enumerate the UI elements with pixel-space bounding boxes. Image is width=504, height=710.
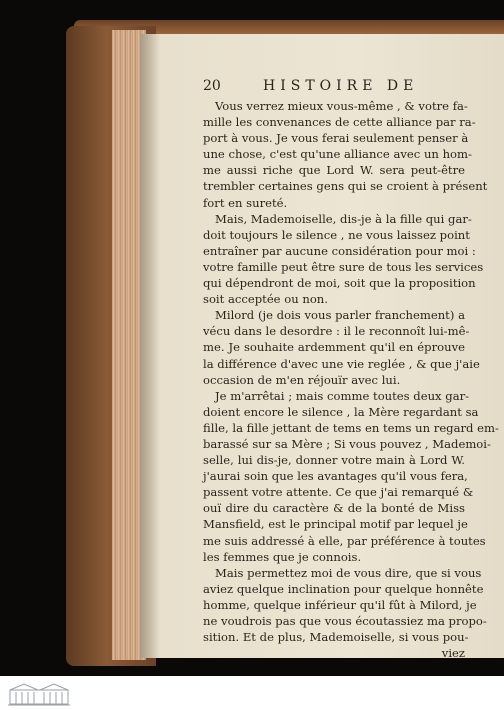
page-text	[203, 98, 499, 661]
page-number: 20	[203, 78, 221, 94]
text-line: vécu dans le desordre : il le reconnoît lui-mê-	[203, 324, 470, 339]
text-line: Mais, Mademoiselle, dis-je à la fille qui gar-	[215, 211, 472, 226]
catchword: viez	[441, 646, 465, 661]
paragraph	[203, 388, 499, 565]
library-building-icon	[4, 680, 74, 708]
spine-shadow	[140, 34, 160, 658]
paragraph	[203, 211, 484, 308]
text-line: fort en sureté.	[203, 195, 288, 210]
text-line: Vous verrez mieux vous-même , & votre fa-	[215, 99, 468, 113]
text-line: trembler certaines gens qui se croient à présent	[203, 179, 488, 194]
text-line: sition. Et de plus, Mademoiselle, si vous pou-	[203, 630, 469, 645]
running-head: HISTOIRE DE	[263, 78, 419, 94]
text-line: ne voudrois pas que vous écoutassiez ma propo-	[203, 614, 487, 628]
text-line: les femmes que je connois.	[203, 549, 362, 564]
text-line: Mais permettez moi de vous dire, que si vous	[215, 565, 482, 580]
text-line: me. Je souhaite ardemment qu'il en éprouve	[203, 340, 465, 355]
text-line: Je m'arrêtai ; mais comme toutes deux gar-	[215, 388, 470, 403]
text-line: barassé sur sa Mère ; Si vous pouvez , Mademoi-	[203, 436, 491, 451]
text-line: me aussi riche que Lord W. sera peut-être	[203, 163, 465, 178]
text-line: doit toujours le silence , ne vous laissez point	[203, 227, 470, 242]
text-line: la différence d'avec une vie reglée , & que j'aie	[203, 356, 480, 371]
text-line: selle, lui dis-je, donner votre main à Lord W.	[203, 453, 465, 468]
text-line: votre famille peut être sure de tous les services	[203, 259, 484, 274]
text-line: port à vous. Je vous ferai seulement penser à	[203, 131, 469, 146]
text-line: mille les convenances de cette alliance par ra-	[203, 115, 476, 130]
text-line: Milord (je dois vous parler franchement) a	[215, 308, 465, 323]
footer-bar	[0, 676, 504, 710]
text-line: j'aurai soin que les avantages qu'il vous fera,	[203, 469, 468, 484]
paragraph	[203, 307, 480, 387]
text-line: soit acceptée ou non.	[203, 292, 328, 307]
text-line: occasion de m'en réjouïr avec lui.	[203, 372, 401, 387]
text-line: Mansfield, est le principal motif par lequel je	[203, 517, 468, 532]
text-line: me suis addressé à elle, par préférence à toutes	[203, 533, 486, 548]
paragraph	[203, 565, 487, 645]
text-line: qui dépendront de moi, soit que la proposition	[203, 276, 476, 291]
text-line: une chose, c'est qu'une alliance avec un hom-	[203, 147, 472, 162]
text-line: passent votre attente. Ce que j'ai remarqué &	[203, 485, 474, 500]
text-line: aviez quelque inclination pour quelque honnête	[203, 581, 484, 596]
text-line: homme, quelque inférieur qu'il fût à Milord, je	[203, 597, 477, 612]
paragraph	[203, 98, 488, 211]
text-line: doient encore le silence , la Mère regardant sa	[203, 404, 479, 419]
text-line: fille, la fille jettant de tems en tems un regard em-	[203, 420, 499, 435]
text-line: ouï dire du caractère & de la bonté de Miss	[203, 501, 465, 516]
text-line: entraîner par aucune considération pour moi :	[203, 243, 476, 258]
page-header	[203, 78, 483, 98]
